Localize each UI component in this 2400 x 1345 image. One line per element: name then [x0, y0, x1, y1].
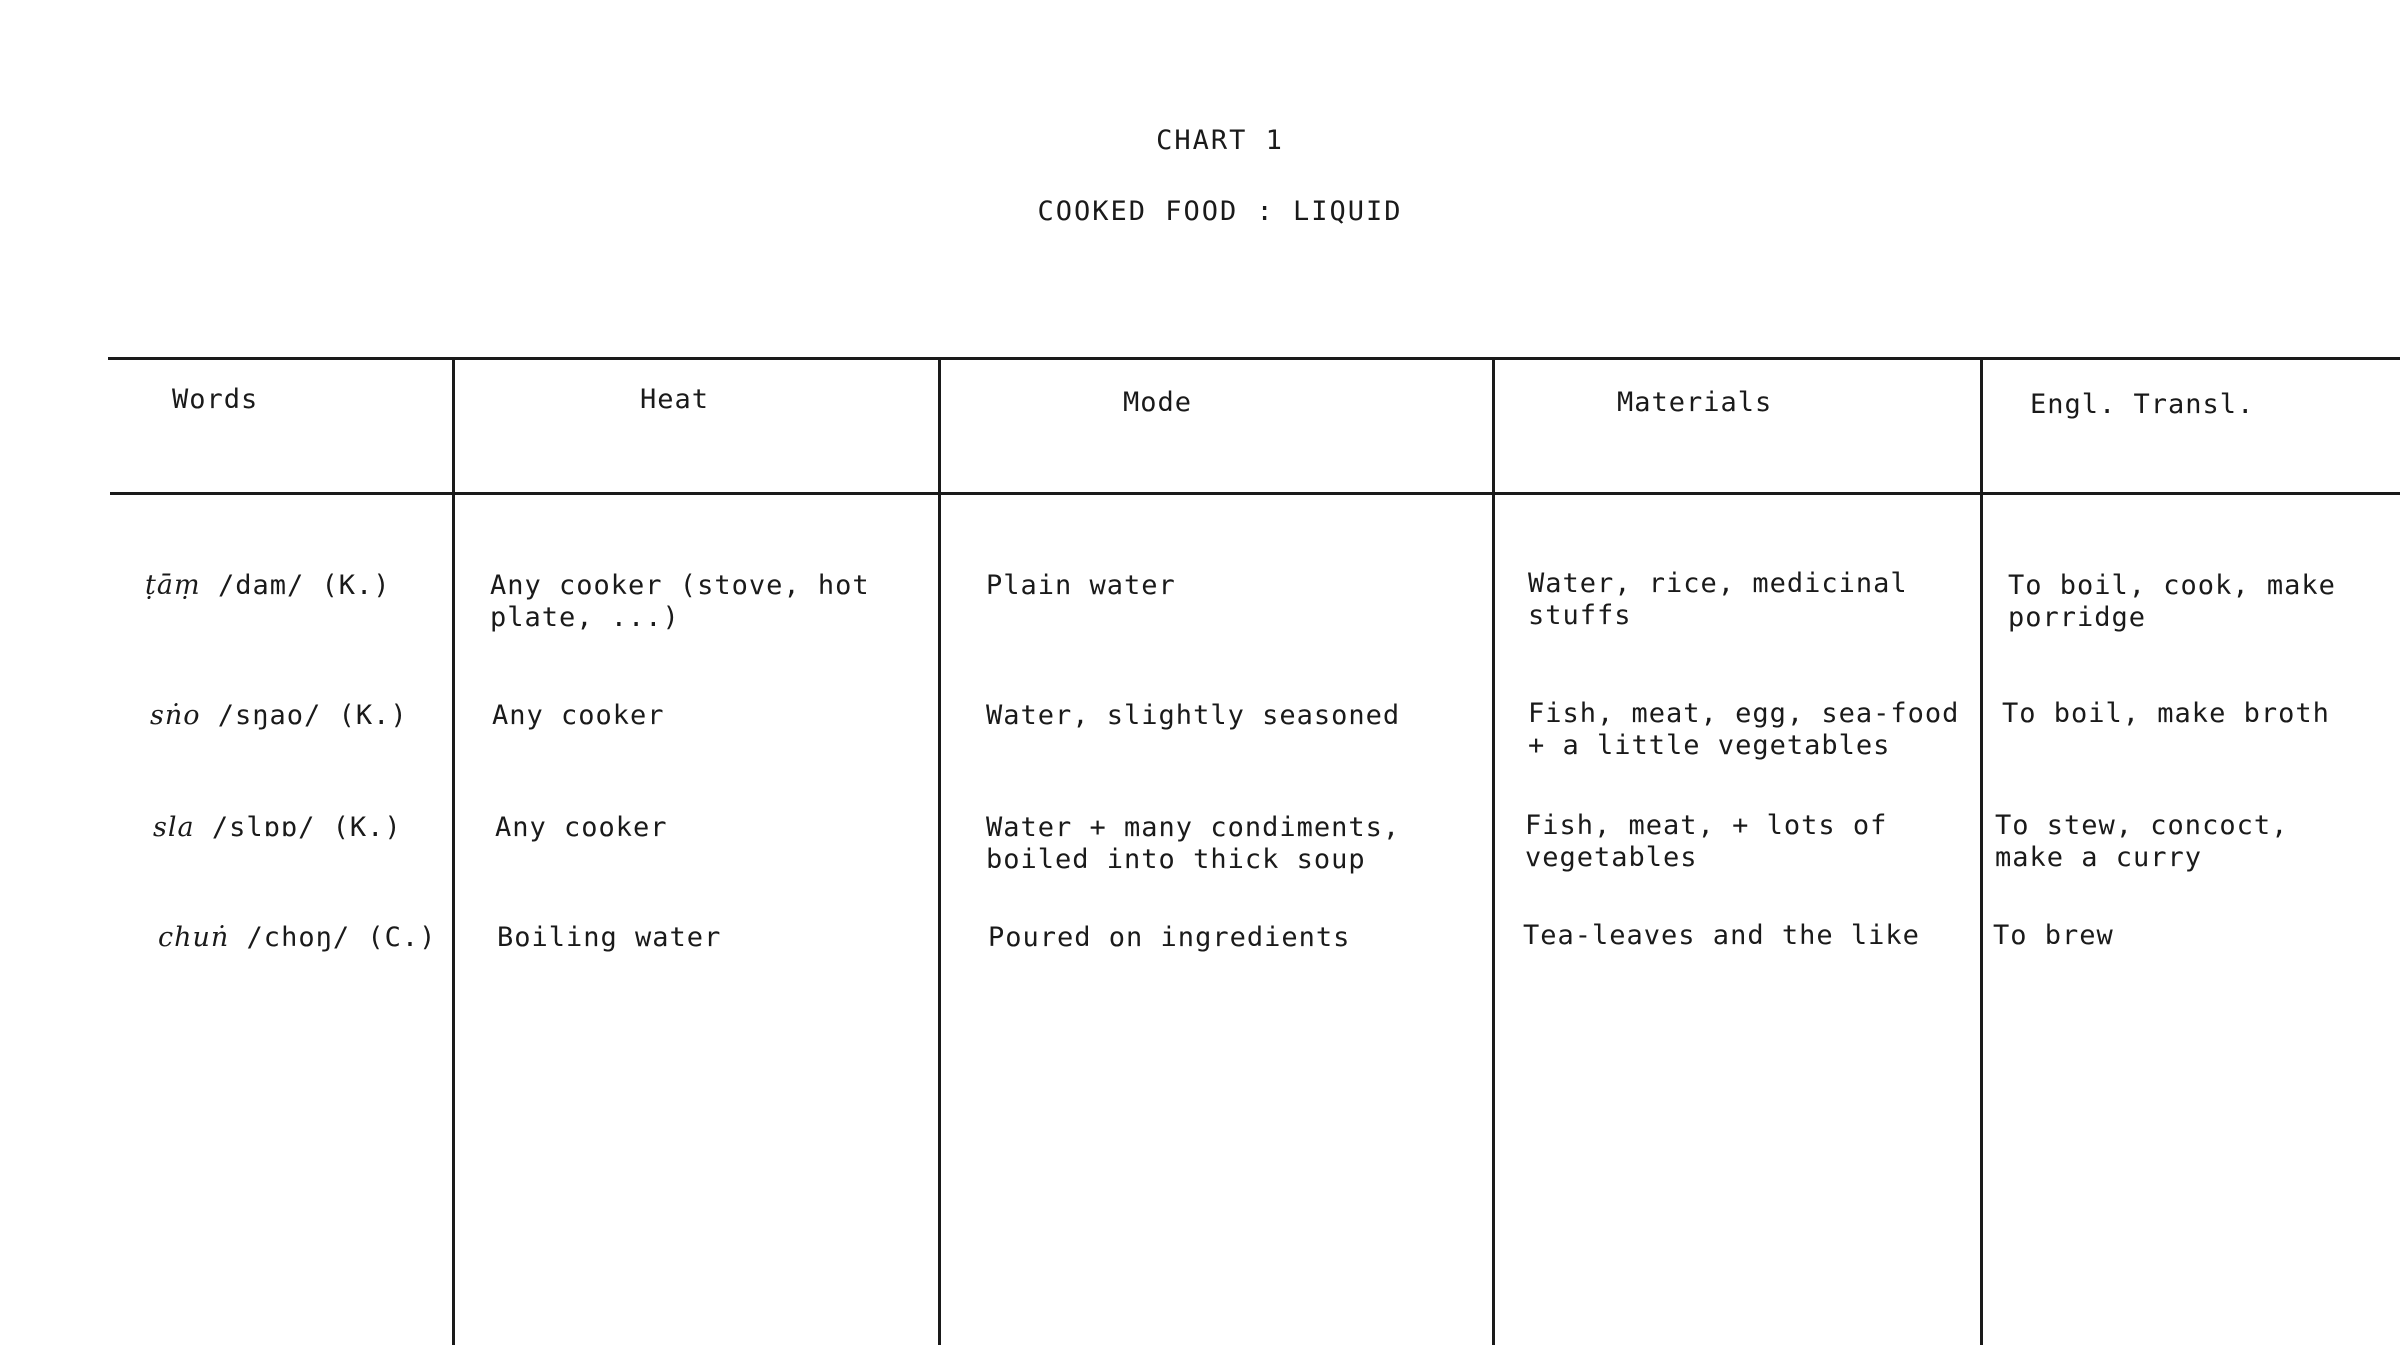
table-cell-mode: Water + many condiments, boiled into thick soup: [986, 812, 1401, 875]
table-row-word: [150, 700, 408, 731]
word-transcription: /slɒɒ/ (K.): [194, 812, 402, 843]
table-cell-translation: To brew: [1993, 920, 2114, 951]
column-divider-2: [938, 359, 941, 1345]
word-orthography: ṭāṃ: [145, 570, 201, 601]
table-cell-mode: Water, slightly seasoned: [986, 700, 1401, 731]
table-row-word: [145, 570, 391, 601]
table-cell-heat: Any cooker: [495, 812, 668, 843]
word-transcription: /choŋ/ (C.): [229, 922, 437, 953]
table-cell-materials: Fish, meat, egg, sea-food + a little vegetables: [1528, 698, 1960, 761]
table-cell-translation: To boil, make broth: [2002, 698, 2330, 729]
chart-subtitle: COOKED FOOD : LIQUID: [1037, 196, 1403, 227]
column-header-words: Words: [172, 384, 259, 415]
table-cell-materials: Tea-leaves and the like: [1523, 920, 1920, 951]
column-divider-1: [452, 359, 455, 1345]
table-cell-translation: To boil, cook, make porridge: [2008, 570, 2336, 633]
column-header-translation: Engl. Transl.: [2030, 389, 2255, 420]
column-header-heat: Heat: [640, 384, 710, 415]
table-cell-materials: Water, rice, medicinal stuffs: [1528, 568, 1908, 631]
table-cell-heat: Any cooker: [492, 700, 665, 731]
table-cell-heat: Boiling water: [497, 922, 722, 953]
column-header-mode: Mode: [1123, 387, 1193, 418]
table-cell-heat: Any cooker (stove, hot plate, ...): [490, 570, 870, 633]
column-divider-4: [1980, 359, 1983, 1345]
chart-title: CHART 1: [1156, 125, 1284, 156]
column-divider-3: [1492, 359, 1495, 1345]
table-cell-mode: Poured on ingredients: [988, 922, 1351, 953]
table-cell-mode: Plain water: [986, 570, 1176, 601]
word-transcription: /sŋao/ (K.): [200, 700, 408, 731]
word-orthography: sṅo: [150, 700, 201, 731]
table-cell-materials: Fish, meat, + lots of vegetables: [1525, 810, 1888, 873]
column-header-materials: Materials: [1617, 387, 1773, 418]
table-row-word: [153, 812, 402, 843]
word-transcription: /dam/ (K.): [200, 570, 391, 601]
word-orthography: chuṅ: [158, 922, 230, 953]
word-orthography: sla: [153, 812, 195, 843]
table-row-word: [158, 922, 436, 953]
table-cell-translation: To stew, concoct, make a curry: [1995, 810, 2289, 873]
